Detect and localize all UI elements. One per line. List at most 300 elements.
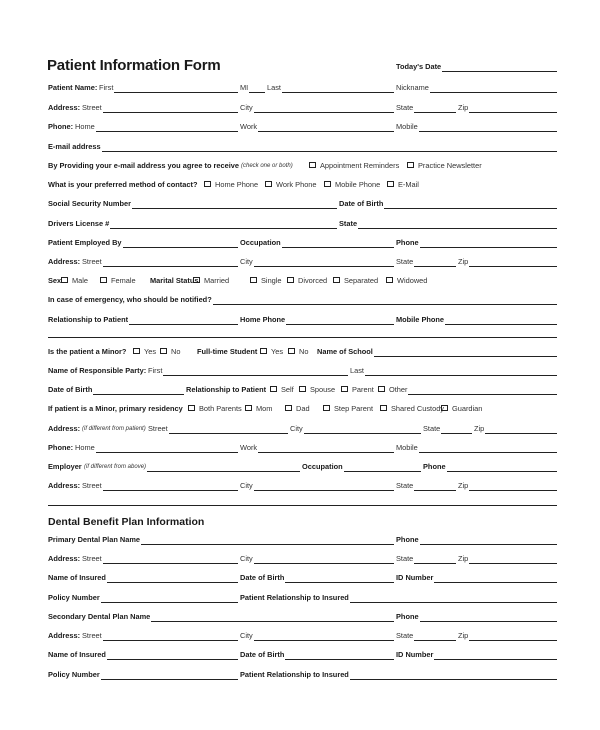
label-text: Separated	[344, 276, 379, 285]
label-phone	[423, 462, 446, 472]
label-text: Zip	[458, 257, 469, 266]
input-field[interactable]	[414, 266, 456, 267]
input-field[interactable]	[96, 452, 238, 453]
label-text: Address:	[48, 481, 81, 490]
checkbox-icon[interactable]	[188, 405, 195, 412]
input-field[interactable]	[169, 433, 288, 434]
label-text: In case of emergency, who should be notified?	[48, 295, 212, 304]
input-field[interactable]	[254, 640, 394, 641]
label-relationship-to-patient	[186, 385, 266, 395]
label-drivers-license	[48, 219, 109, 229]
label-text: First	[148, 366, 163, 375]
checkbox-home-phone[interactable]	[204, 180, 258, 190]
label-what-is-your-preferred-method-of-contact	[48, 180, 197, 190]
label-id-number	[396, 573, 433, 583]
label-text: State	[396, 103, 414, 112]
label-zip	[458, 257, 468, 267]
input-field[interactable]	[147, 471, 300, 472]
input-field[interactable]	[254, 266, 394, 267]
label-text: By Providing your e-mail address you agree to receive	[48, 161, 239, 170]
label-text: E-mail address	[48, 142, 101, 151]
label-policy-number	[48, 593, 100, 603]
checkbox-icon[interactable]	[324, 181, 331, 188]
checkbox-appointment-reminders[interactable]	[309, 161, 399, 171]
label-text: Divorced	[298, 276, 328, 285]
input-field[interactable]	[114, 92, 238, 93]
checkbox-shared-custody[interactable]	[380, 404, 444, 414]
label-occupation	[302, 462, 343, 472]
label-city	[290, 424, 303, 434]
label-city	[240, 257, 253, 267]
input-field[interactable]	[93, 394, 184, 395]
checkbox-icon[interactable]	[386, 277, 393, 284]
label-phone	[48, 122, 73, 132]
label-text: (if different from patient)	[82, 426, 146, 432]
checkbox-no[interactable]	[160, 347, 180, 357]
checkbox-icon[interactable]	[323, 405, 330, 412]
label-text: Zip	[458, 554, 469, 563]
input-field[interactable]	[419, 131, 557, 132]
label-text: Secondary Dental Plan Name	[48, 612, 151, 621]
label-text: Name of Insured	[48, 573, 106, 582]
input-field[interactable]	[485, 433, 557, 434]
checkbox-single[interactable]	[250, 276, 282, 286]
label-text: Work Phone	[276, 180, 317, 189]
input-field[interactable]	[414, 490, 456, 491]
checkbox-icon[interactable]	[288, 348, 295, 355]
input-field[interactable]	[96, 131, 238, 132]
input-field[interactable]	[213, 304, 557, 305]
checkbox-work-phone[interactable]	[265, 180, 317, 190]
label-street	[82, 554, 102, 564]
checkbox-mobile-phone[interactable]	[324, 180, 380, 190]
label-text: What is your preferred method of contact?	[48, 180, 198, 189]
checkbox-mom[interactable]	[245, 404, 272, 414]
checkbox-icon[interactable]	[100, 277, 107, 284]
label-text: Practice Newsletter	[418, 161, 482, 170]
label-text: Spouse	[310, 385, 336, 394]
label-text: Zip	[458, 631, 469, 640]
label-text: Married	[204, 276, 230, 285]
label-text: Policy Number	[48, 670, 100, 679]
input-field[interactable]	[414, 640, 456, 641]
label-mobile	[396, 443, 418, 453]
label-text: Patient Relationship to Insured	[240, 670, 349, 679]
label-text: Mobile	[396, 122, 418, 131]
label-text: Patient Relationship to Insured	[240, 593, 349, 602]
label-in-case-of-emergency-who-should-be-notified	[48, 295, 212, 305]
label-text: Is the patient a Minor?	[48, 347, 127, 356]
checkbox-icon[interactable]	[193, 277, 200, 284]
label-if-patient-is-a-minor-primary-residency	[48, 404, 183, 414]
label-text: Patient Name:	[48, 83, 98, 92]
label-phone	[396, 238, 419, 248]
input-field[interactable]	[414, 112, 456, 113]
label-phone	[396, 535, 419, 545]
label-text: Street	[82, 631, 102, 640]
label-text: Phone	[396, 535, 419, 544]
input-field[interactable]	[254, 563, 394, 564]
input-field[interactable]	[285, 659, 394, 660]
input-field[interactable]	[141, 544, 394, 545]
input-field[interactable]	[132, 208, 337, 209]
label-text: Zip	[458, 481, 469, 490]
input-field[interactable]	[365, 375, 557, 376]
checkbox-icon[interactable]	[333, 277, 340, 284]
input-field[interactable]	[282, 92, 394, 93]
label-home	[75, 122, 95, 132]
label-zip	[458, 481, 468, 491]
label-address	[48, 631, 80, 641]
checkbox-icon[interactable]	[287, 277, 294, 284]
checkbox-dad[interactable]	[285, 404, 310, 414]
label-text: Date of Birth	[240, 573, 285, 582]
label-text: Male	[72, 276, 89, 285]
input-field[interactable]	[110, 228, 337, 229]
label-work	[240, 122, 257, 132]
checkbox-icon[interactable]	[378, 386, 385, 393]
checkbox-widowed[interactable]	[386, 276, 427, 286]
label-city	[240, 554, 253, 564]
label-mi	[240, 83, 248, 93]
input-field[interactable]	[107, 582, 238, 583]
input-field[interactable]	[286, 324, 394, 325]
label-text: State	[396, 631, 414, 640]
input-field[interactable]	[420, 544, 557, 545]
input-field[interactable]	[129, 324, 238, 325]
label-city	[240, 631, 253, 641]
input-field[interactable]	[384, 208, 557, 209]
label-social-security-number	[48, 199, 131, 209]
checkbox-icon[interactable]	[299, 386, 306, 393]
label-text: Street	[148, 424, 168, 433]
label-text: State	[396, 554, 414, 563]
label-state	[396, 103, 413, 113]
checkbox-icon[interactable]	[204, 181, 211, 188]
label-street	[82, 481, 102, 491]
label-state	[423, 424, 440, 434]
checkbox-icon[interactable]	[265, 181, 272, 188]
input-field[interactable]	[447, 471, 557, 472]
input-field[interactable]	[285, 582, 394, 583]
label-text: Drivers License #	[48, 219, 110, 228]
checkbox-icon[interactable]	[250, 277, 257, 284]
label-state	[339, 219, 357, 229]
checkbox-icon[interactable]	[160, 348, 167, 355]
label-name-of-insured	[48, 650, 106, 660]
label-text: If patient is a Minor, primary residency	[48, 404, 183, 413]
label-is-the-patient-a-minor	[48, 347, 126, 357]
label-mobile	[396, 122, 418, 132]
input-field[interactable]	[469, 266, 557, 267]
label-zip	[458, 554, 468, 564]
label-text: (check one or both)	[241, 163, 293, 169]
label-text: Zip	[458, 103, 469, 112]
input-field[interactable]	[151, 621, 394, 622]
label-text: Work	[240, 122, 258, 131]
label-text: Nickname	[396, 83, 429, 92]
label-text: Yes	[144, 347, 157, 356]
label-zip	[458, 103, 468, 113]
label-text: Dad	[296, 404, 310, 413]
label-text: Phone:	[48, 443, 74, 452]
label-text: State	[396, 481, 414, 490]
input-field[interactable]	[408, 394, 557, 395]
label-text: State	[339, 219, 358, 228]
checkbox-self[interactable]	[270, 385, 294, 395]
label-text: Full-time Student	[197, 347, 258, 356]
label-home	[75, 443, 95, 453]
input-field[interactable]	[304, 433, 421, 434]
input-field[interactable]	[103, 640, 238, 641]
input-field[interactable]	[434, 582, 557, 583]
checkbox-icon[interactable]	[61, 277, 68, 284]
label-marital-status	[150, 276, 198, 286]
label-text: Relationship to Patient	[48, 315, 129, 324]
label-text: Last	[350, 366, 364, 375]
label-id-number	[396, 650, 433, 660]
label-text: Phone	[396, 612, 419, 621]
label-text: ID Number	[396, 573, 434, 582]
label-text: Last	[267, 83, 281, 92]
section-divider	[48, 337, 557, 338]
input-field[interactable]	[419, 452, 557, 453]
label-text: Address:	[48, 554, 81, 563]
checkbox-yes[interactable]	[260, 347, 283, 357]
input-field[interactable]	[430, 92, 557, 93]
label-name-of-school	[317, 347, 373, 357]
label-text: Phone	[396, 238, 419, 247]
input-field[interactable]	[350, 679, 557, 680]
checkbox-parent[interactable]	[341, 385, 374, 395]
input-field[interactable]	[358, 228, 557, 229]
label-occupation	[240, 238, 281, 248]
label-text: Appointment Reminders	[320, 161, 400, 170]
label-name-of-responsible-party	[48, 366, 146, 376]
dental-section-title: Dental Benefit Plan Information	[48, 516, 205, 528]
input-field[interactable]	[469, 112, 557, 113]
label-text: Single	[261, 276, 282, 285]
label-text: Relationship to Patient	[186, 385, 267, 394]
label-zip	[474, 424, 484, 434]
label-work	[240, 443, 257, 453]
checkbox-male[interactable]	[61, 276, 88, 286]
label-address	[48, 103, 80, 113]
label-first	[99, 83, 113, 93]
label-e-mail-address	[48, 142, 101, 152]
label-text: Female	[111, 276, 136, 285]
label-date-of-birth	[48, 385, 92, 395]
label-patient-relationship-to-insured	[240, 593, 349, 603]
checkbox-icon[interactable]	[260, 348, 267, 355]
label-text: Address:	[48, 424, 81, 433]
checkbox-step-parent[interactable]	[323, 404, 373, 414]
label-text: Mobile Phone	[335, 180, 381, 189]
label-text: Mom	[256, 404, 273, 413]
checkbox-icon[interactable]	[270, 386, 277, 393]
label-relationship-to-patient	[48, 315, 128, 325]
label-text: Name of School	[317, 347, 373, 356]
label-text: (if different from above)	[84, 464, 147, 470]
label-by-providing-your-e-mail-address-you-agree-to-receive	[48, 161, 239, 171]
input-field[interactable]	[420, 621, 557, 622]
input-field[interactable]	[469, 563, 557, 564]
page-title: Patient Information Form	[47, 57, 221, 74]
label-text: Mobile	[396, 443, 418, 452]
checkbox-separated[interactable]	[333, 276, 378, 286]
checkbox-practice-newsletter[interactable]	[407, 161, 482, 171]
input-field[interactable]	[441, 433, 472, 434]
input-field[interactable]	[163, 375, 348, 376]
checkbox-both-parents[interactable]	[188, 404, 242, 414]
checkbox-spouse[interactable]	[299, 385, 335, 395]
checkbox-icon[interactable]	[309, 162, 316, 169]
label-text: Home Phone	[240, 315, 286, 324]
checkbox-icon[interactable]	[407, 162, 414, 169]
label-text: Name of Insured	[48, 650, 106, 659]
input-field[interactable]	[258, 452, 394, 453]
checkbox-divorced[interactable]	[287, 276, 327, 286]
input-field[interactable]	[254, 490, 394, 491]
label-state	[396, 554, 413, 564]
input-field[interactable]	[344, 471, 421, 472]
label-text: Self	[281, 385, 294, 394]
input-field[interactable]	[103, 266, 238, 267]
input-field[interactable]	[103, 563, 238, 564]
label-last	[267, 83, 281, 93]
checkbox-icon[interactable]	[341, 386, 348, 393]
input-field[interactable]	[103, 490, 238, 491]
label-state	[396, 257, 413, 267]
label-text: Home Phone	[215, 180, 259, 189]
label-text: Employer	[48, 462, 82, 471]
checkbox-female[interactable]	[100, 276, 136, 286]
input-field[interactable]	[420, 247, 557, 248]
input-field[interactable]	[101, 679, 238, 680]
label-secondary-dental-plan-name	[48, 612, 150, 622]
input-field[interactable]	[445, 324, 557, 325]
input-field[interactable]	[102, 151, 557, 152]
checkbox-icon[interactable]	[387, 181, 394, 188]
label-text: City	[240, 481, 253, 490]
label-text: No	[171, 347, 181, 356]
label-text: Primary Dental Plan Name	[48, 535, 141, 544]
input-field[interactable]	[107, 659, 238, 660]
label-text: Policy Number	[48, 593, 100, 602]
label-if-different-from-above	[84, 462, 146, 472]
label-name-of-insured	[48, 573, 106, 583]
label-text: MI	[240, 83, 249, 92]
label-text: Mobile Phone	[396, 315, 445, 324]
checkbox-no[interactable]	[288, 347, 308, 357]
label-text: First	[99, 83, 114, 92]
label-text: Date of Birth	[339, 199, 384, 208]
checkbox-icon[interactable]	[285, 405, 292, 412]
label-last	[350, 366, 364, 376]
label-text: State	[396, 257, 414, 266]
input-field[interactable]	[101, 602, 238, 603]
label-text: City	[240, 554, 253, 563]
input-field[interactable]	[374, 356, 557, 357]
checkbox-other[interactable]	[378, 385, 407, 395]
label-nickname	[396, 83, 429, 93]
label-text: Phone:	[48, 122, 74, 131]
label-text: Zip	[474, 424, 485, 433]
checkbox-e-mail[interactable]	[387, 180, 419, 190]
label-text: Address:	[48, 103, 81, 112]
input-field[interactable]	[414, 563, 456, 564]
section-divider	[48, 505, 557, 506]
input-field[interactable]	[350, 602, 557, 603]
label-address	[48, 424, 80, 434]
label-full-time-student	[197, 347, 257, 357]
label-text: Address:	[48, 257, 81, 266]
checkbox-icon[interactable]	[441, 405, 448, 412]
label-text: Date of Birth	[48, 385, 93, 394]
label-text: Patient Employed By	[48, 238, 122, 247]
label-text: State	[423, 424, 441, 433]
label-policy-number	[48, 670, 100, 680]
checkbox-icon[interactable]	[245, 405, 252, 412]
label-text: Home	[75, 122, 95, 131]
checkbox-married[interactable]	[193, 276, 229, 286]
label-text: Other	[389, 385, 408, 394]
label-text: City	[290, 424, 303, 433]
input-field[interactable]	[469, 490, 557, 491]
label-home-phone	[240, 315, 285, 325]
input-field[interactable]	[282, 247, 394, 248]
label-text: Shared Custody	[391, 404, 444, 413]
label-patient-name	[48, 83, 97, 93]
label-patient-employed-by	[48, 238, 122, 248]
checkbox-guardian[interactable]	[441, 404, 482, 414]
label-text: E-Mail	[398, 180, 419, 189]
todays-date-field[interactable]	[442, 71, 557, 72]
input-field[interactable]	[123, 247, 238, 248]
label-city	[240, 481, 253, 491]
label-primary-dental-plan-name	[48, 535, 140, 545]
input-field[interactable]	[258, 131, 394, 132]
input-field[interactable]	[434, 659, 557, 660]
input-field[interactable]	[249, 92, 265, 93]
input-field[interactable]	[254, 112, 394, 113]
label-street	[148, 424, 168, 434]
label-text: No	[299, 347, 309, 356]
label-employer	[48, 462, 82, 472]
label-text: Street	[82, 103, 102, 112]
label-address	[48, 554, 80, 564]
input-field[interactable]	[469, 640, 557, 641]
label-text: Sex	[48, 276, 62, 285]
label-text: City	[240, 631, 253, 640]
label-state	[396, 481, 413, 491]
label-zip	[458, 631, 468, 641]
label-sex	[48, 276, 61, 286]
label-mobile-phone	[396, 315, 444, 325]
label-text: Parent	[352, 385, 374, 394]
label-text: Address:	[48, 631, 81, 640]
checkbox-icon[interactable]	[133, 348, 140, 355]
label-patient-relationship-to-insured	[240, 670, 349, 680]
label-text: Marital Status	[150, 276, 199, 285]
label-text: Street	[82, 481, 102, 490]
input-field[interactable]	[103, 112, 238, 113]
checkbox-icon[interactable]	[380, 405, 387, 412]
label-if-different-from-patient	[82, 424, 146, 434]
checkbox-yes[interactable]	[133, 347, 156, 357]
label-text: Date of Birth	[240, 650, 285, 659]
label-state	[396, 631, 413, 641]
